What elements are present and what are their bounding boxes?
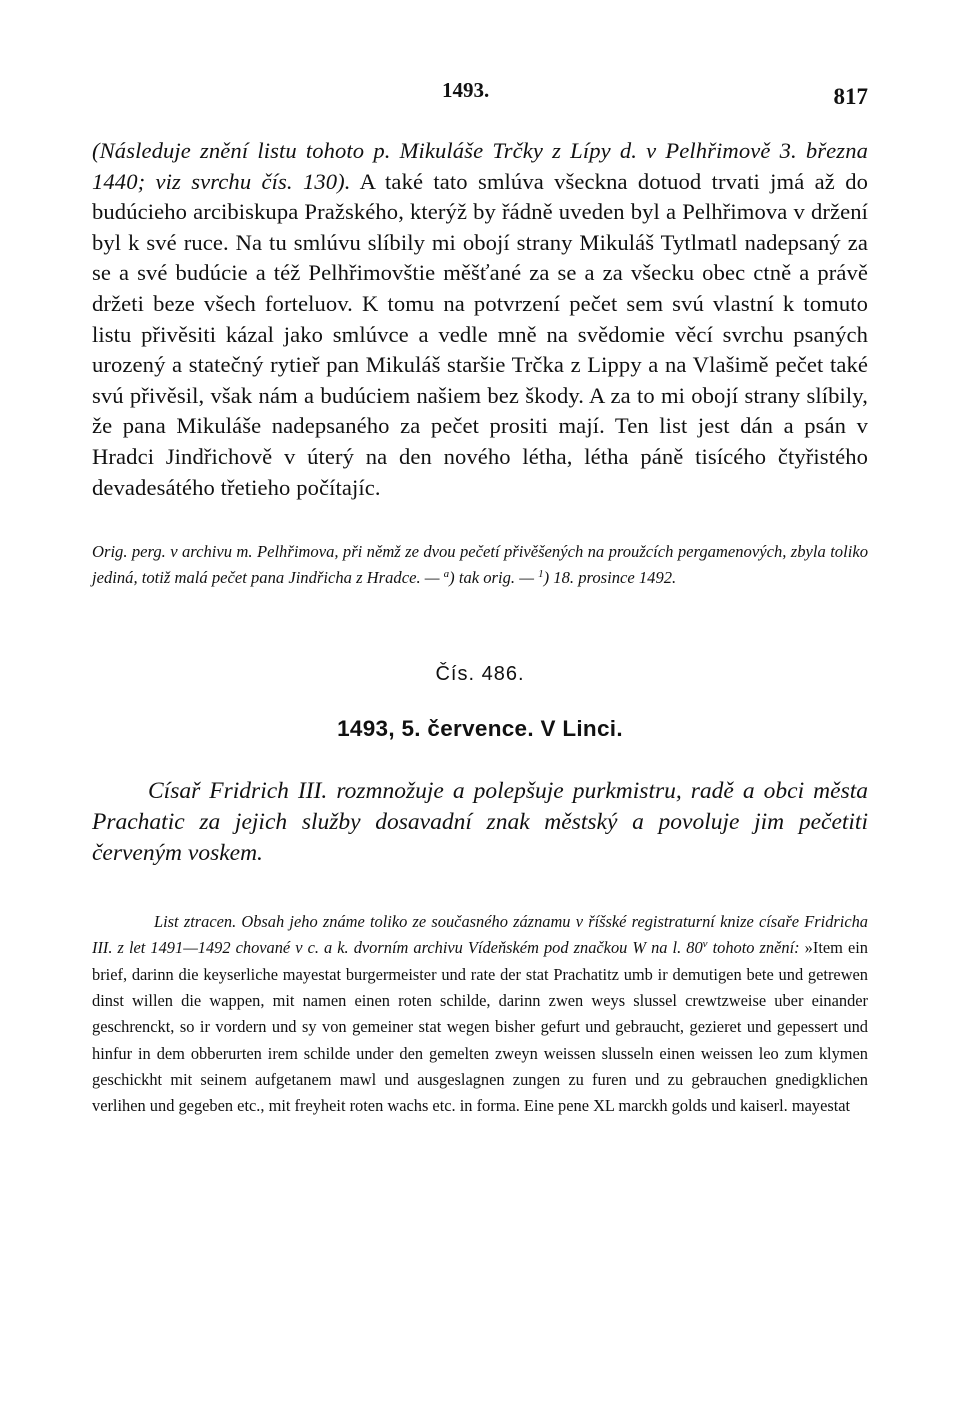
german-quotation: »Item ein brief, darinn die keyserliche mayestat burgermeister und rate der stat Prachatitz umb ir demutigen bete und getrewen dinst willen die wappen, mit namen einen roten schilde, darinn zwen weys slussel crewtzweise uber einander geschrenckt, so ir vordern und sy von gemeiner stat wegen bisher gefurt und gebraucht, gezieret und gepessert und hinfur in dem obberurten irem schilde under den gemelten zweyn weissen slusseln einen weissen leo zum klymen geschickht mit seinem aufgetanem mawl und ausgeslagnen zungen zu furen und zu gebrauchen gnedigklichen verlihen und gegeben etc., mit freyheit roten wachs etc. in forma. Eine pene XL marckh golds und kaiserl. mayestat	[92, 938, 868, 1116]
document-date-place: 1493, 5. července. V Linci.	[337, 716, 623, 742]
source-note	[92, 539, 868, 591]
archival-note	[92, 909, 868, 1119]
footnote-marker-a: a	[443, 568, 450, 581]
archival-note-italic-after: tohoto znění:	[707, 938, 805, 958]
document-page	[92, 78, 868, 1120]
source-note-text: Orig. perg. v archivu m. Pelhřimova, při němž ze dvou pečetí přivěšených na proužcích pergamenových, zbyla toliko jediná, totiž malá pečet pana Jindřicha z Hradce. —	[92, 542, 868, 588]
running-head	[92, 78, 868, 114]
running-head-year: 1493.	[442, 78, 490, 102]
regest-text: Císař Fridrich III. rozmnožuje a polepšuje purkmistru, radě a obci města Prachatic za jejich služby dosavadní znak městský a povoluje jim pečetiti červeným voskem.	[92, 778, 868, 867]
document-number: Čís. 486.	[435, 663, 525, 686]
main-text-paragraph	[92, 136, 868, 503]
folio-superscript: v	[702, 938, 708, 951]
archival-note-italic: List ztracen. Obsah jeho známe toliko ze současného záznamu v říšské registraturní knize císaře Fridricha III. z let 1491—1492 chované v c. a k. dvorním archivu Vídeňském pod značkou W na l. 80	[92, 912, 868, 958]
editorial-insertion: (Následuje znění listu tohoto p. Mikuláše Trčky z Lípy d. v Pelhřimově 3. března 1440; viz svrchu čís. 130).	[92, 138, 868, 194]
main-text-body: A také tato smlúva všeckna dotuod trvati jmá až do budúcieho arcibiskupa Pražského, kterýž by řádně uveden byl a Pelhřimova v držení byl k své ruce. Na tu smlúvu slíbily mi obojí strany Mikuláš Tytlmatl nadepsaný za se a své budúcie a též Pelhřimovštie měšťané za se a za všecku obec ctně a právě držeti beze všech forteluov. K tomu na potvrzení pečet sem svú vlastní k tomuto listu přivěsiti kázal jako smlúvce a vedle mně na svědomie věcí svrchu psaných urozený a statečný rytieř pan Mikuláš staršie Trčka z Lippy a na Vlašimě pečet také svú přivěsil, však nám a budúciem našiem bez škody. A za to mi obojí strany slíbily, že pana Mikuláše nadepsaného za pečet prositi mají. Ten list jest dán a psán v Hradci Jindřichově v úterý na den nového létha, létha páně tisícého čtyřistého devadesátého třetieho počítajíc.	[92, 168, 868, 500]
footnote-a-text: ) tak orig. —	[449, 568, 539, 588]
page-number: 817	[833, 84, 868, 109]
footnote-marker-1: 1	[538, 568, 544, 581]
footnote-1-text: ) 18. prosince 1492.	[543, 568, 677, 588]
document-regest	[92, 776, 868, 869]
